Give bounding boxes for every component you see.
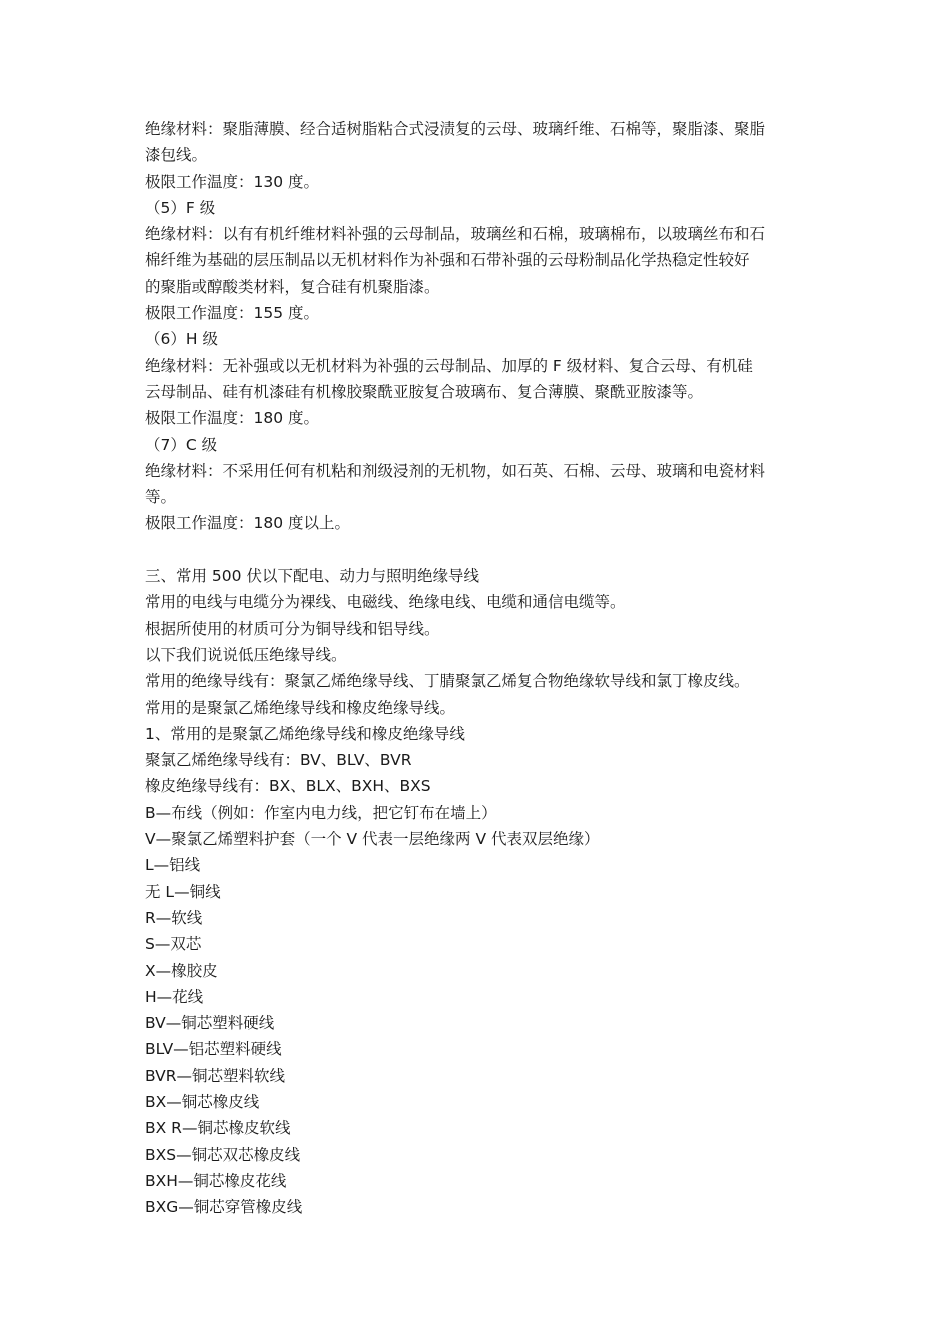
wire-model-definition: BXS—铜芯双芯橡皮线	[145, 1145, 301, 1164]
b-grade-materials-line-1: 绝缘材料：聚脂薄膜、经合适树脂粘合式浸渍复的云母、玻璃纤维、石棉等，聚脂漆、聚脂	[145, 120, 766, 138]
h-grade-materials-line-2: 云母制品、硅有机漆硅有机橡胶聚酰亚胺复合玻璃布、复合薄膜、聚酰亚胺漆等。	[145, 382, 704, 401]
f-grade-materials-line-2: 棉纤维为基础的层压制品以无机材料作为补强和石带补强的云母粉制品化学热稳定性较好	[145, 251, 750, 270]
section-three-paragraph: 常用的电线与电缆分为裸线、电磁线、绝缘电线、电缆和通信电缆等。	[145, 593, 626, 612]
wire-model-definition: BLV—铝芯塑料硬线	[145, 1040, 282, 1059]
h-grade-materials-line-1: 绝缘材料：无补强或以无机材料为补强的云母制品、加厚的 F 级材料、复合云母、有机硅	[145, 356, 753, 375]
section-three-paragraph: 以下我们说说低压绝缘导线。	[145, 645, 347, 664]
code-definition: L—铝线	[145, 856, 201, 875]
wire-model-definition: BXG—铜芯穿管橡皮线	[145, 1198, 303, 1217]
code-definition: R—软线	[145, 908, 203, 927]
f-grade-materials-line-3: 的聚脂或醇酸类材料，复合硅有机聚脂漆。	[145, 277, 440, 296]
h-grade-heading: （6）H 级	[145, 330, 218, 349]
section-three-heading: 三、常用 500 伏以下配电、动力与照明绝缘导线	[145, 567, 479, 586]
section-three-paragraph: 常用的绝缘导线有：聚氯乙烯绝缘导线、丁腈聚氯乙烯复合物绝缘软导线和氯丁橡皮线。	[145, 672, 750, 691]
code-definition: X—橡胶皮	[145, 961, 218, 980]
f-grade-materials-line-1: 绝缘材料：以有有机纤维材料补强的云母制品，玻璃丝和石棉，玻璃棉布，以玻璃丝布和石	[145, 225, 766, 244]
f-grade-heading: （5）F 级	[145, 198, 216, 217]
rubber-wire-types: 橡皮绝缘导线有：BX、BLX、BXH、BXS	[145, 777, 431, 796]
code-definition: H—花线	[145, 987, 204, 1006]
b-grade-materials-line-2: 漆包线。	[145, 146, 208, 165]
document-body	[145, 116, 815, 1220]
code-definition: 无 L—铜线	[145, 882, 221, 901]
c-grade-materials-line-1: 绝缘材料：不采用任何有机粘和剂级浸剂的无机物，如石英、石棉、云母、玻璃和电瓷材料	[145, 461, 766, 480]
wire-model-definition: BV—铜芯塑料硬线	[145, 1014, 275, 1033]
code-definition: V—聚氯乙烯塑料护套（一个 V 代表一层绝缘两 V 代表双层绝缘）	[145, 830, 600, 849]
wire-model-definition: BX—铜芯橡皮线	[145, 1092, 260, 1111]
c-grade-heading: （7）C 级	[145, 435, 218, 454]
paragraph-spacer	[145, 537, 815, 563]
b-grade-temperature: 极限工作温度：130 度。	[145, 172, 320, 191]
wire-model-definition: BX R—铜芯橡皮软线	[145, 1119, 291, 1138]
section-three-paragraph: 根据所使用的材质可分为铜导线和铝导线。	[145, 619, 440, 638]
code-definition: B—布线（例如：作室内电力线，把它钉布在墙上）	[145, 803, 497, 822]
h-grade-temperature: 极限工作温度：180 度。	[145, 409, 320, 428]
code-definition: S—双芯	[145, 935, 202, 954]
wire-model-definition: BVR—铜芯塑料软线	[145, 1066, 286, 1085]
f-grade-temperature: 极限工作温度：155 度。	[145, 304, 320, 323]
wire-model-definition: BXH—铜芯橡皮花线	[145, 1171, 287, 1190]
pvc-wire-types: 聚氯乙烯绝缘导线有：BV、BLV、BVR	[145, 751, 412, 770]
c-grade-temperature: 极限工作温度：180 度以上。	[145, 514, 351, 533]
section-three-paragraph: 常用的是聚氯乙烯绝缘导线和橡皮绝缘导线。	[145, 698, 456, 717]
c-grade-materials-line-2: 等。	[145, 488, 177, 507]
subsection-one-heading: 1、常用的是聚氯乙烯绝缘导线和橡皮绝缘导线	[145, 724, 465, 743]
